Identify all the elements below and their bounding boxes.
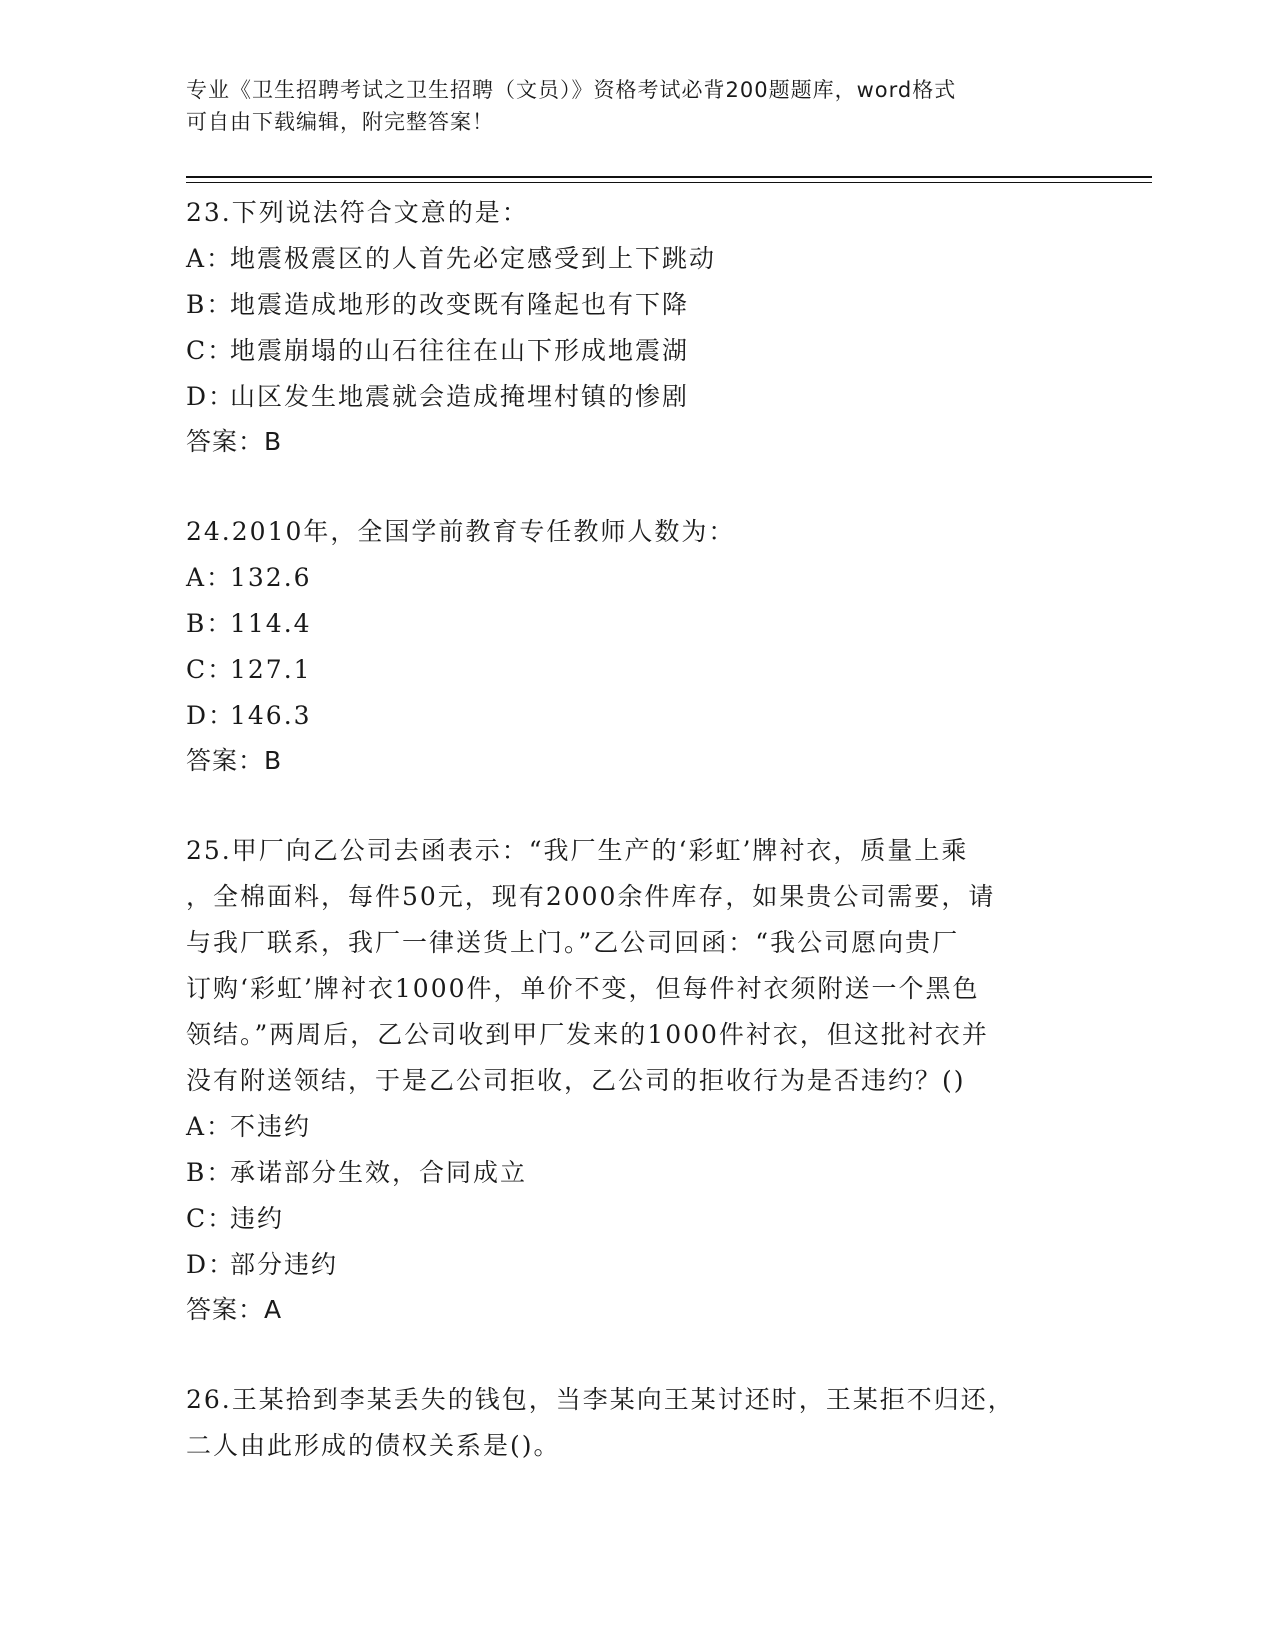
question-24: [186, 509, 1086, 783]
option-text: 地震造成地形的改变既有隆起也有下降: [230, 290, 690, 319]
option-letter: D：: [186, 382, 236, 411]
option-text: 地震崩塌的山石往往在山下形成地震湖: [230, 336, 690, 365]
option-text: 部分违约: [230, 1250, 339, 1279]
question-text-line-1: 26.王某拾到李某丢失的钱包，当李某向王某讨还时，王某拒不归还，: [186, 1385, 1015, 1414]
question-text-line-5: 领结。”两周后，乙公司收到甲厂发来的1000件衬衣，但这批衬衣并: [186, 1020, 989, 1049]
option-letter: D：: [186, 1250, 236, 1279]
option-text: 地震极震区的人首先必定感受到上下跳动: [230, 244, 717, 273]
answer-line: 答案：B: [186, 427, 283, 456]
question-list: [186, 190, 1086, 1514]
question-26: [186, 1377, 1086, 1469]
option-c: [186, 647, 1086, 693]
header-line-2: 可自由下载编辑，附完整答案！: [186, 110, 494, 134]
question-text-line-3: 与我厂联系，我厂一律送货上门。”乙公司回函：“我公司愿向贵厂: [186, 928, 960, 957]
option-a: [186, 555, 1086, 601]
option-letter: A：: [186, 1112, 234, 1141]
option-d: [186, 693, 1086, 739]
option-text: 违约: [230, 1204, 285, 1233]
question-text-line-2: ，全棉面料，每件50元，现有2000余件库存，如果贵公司需要，请: [186, 882, 996, 911]
option-d: [186, 374, 1086, 420]
answer-line: 答案：B: [186, 746, 283, 775]
option-a: [186, 1104, 1086, 1150]
question-25: [186, 828, 1086, 1332]
option-text: 127.1: [230, 655, 312, 684]
option-text: 114.4: [230, 609, 312, 638]
option-letter: B：: [186, 290, 234, 319]
question-text-line-4: 订购‘彩虹’牌衬衣1000件，单价不变，但每件衬衣须附送一个黑色: [186, 974, 980, 1003]
option-b: [186, 601, 1086, 647]
header-divider-thin: [186, 182, 1152, 183]
header-line-1: 专业《卫生招聘考试之卫生招聘（文员）》资格考试必背200题题库，word格式: [186, 78, 957, 102]
option-d: [186, 1242, 1086, 1288]
question-text-line-1: 25.甲厂向乙公司去函表示：“我厂生产的‘彩虹’牌衬衣，质量上乘: [186, 836, 969, 865]
option-text: 山区发生地震就会造成掩埋村镇的惨剧: [230, 382, 690, 411]
option-text: 不违约: [230, 1112, 312, 1141]
question-text: 23.下列说法符合文意的是：: [186, 198, 529, 227]
document-header: [186, 74, 1086, 138]
option-letter: C：: [186, 655, 235, 684]
question-text-line-2: 二人由此形成的债权关系是()。: [186, 1431, 561, 1460]
question-23: [186, 190, 1086, 464]
option-letter: C：: [186, 1204, 235, 1233]
option-letter: B：: [186, 1158, 234, 1187]
option-text: 146.3: [230, 701, 312, 730]
question-text-line-6: 没有附送领结，于是乙公司拒收，乙公司的拒收行为是否违约？(): [186, 1066, 966, 1095]
option-text: 132.6: [230, 563, 312, 592]
option-letter: A：: [186, 244, 234, 273]
header-divider-thick: [186, 176, 1152, 178]
option-c: [186, 1196, 1086, 1242]
option-letter: A：: [186, 563, 234, 592]
option-text: 承诺部分生效，合同成立: [230, 1158, 528, 1187]
option-b: [186, 282, 1086, 328]
option-letter: B：: [186, 609, 234, 638]
answer-line: 答案：A: [186, 1295, 283, 1324]
question-text: 24.2010年，全国学前教育专任教师人数为：: [186, 517, 736, 546]
option-letter: C：: [186, 336, 235, 365]
option-letter: D：: [186, 701, 236, 730]
option-b: [186, 1150, 1086, 1196]
option-a: [186, 236, 1086, 282]
option-c: [186, 328, 1086, 374]
